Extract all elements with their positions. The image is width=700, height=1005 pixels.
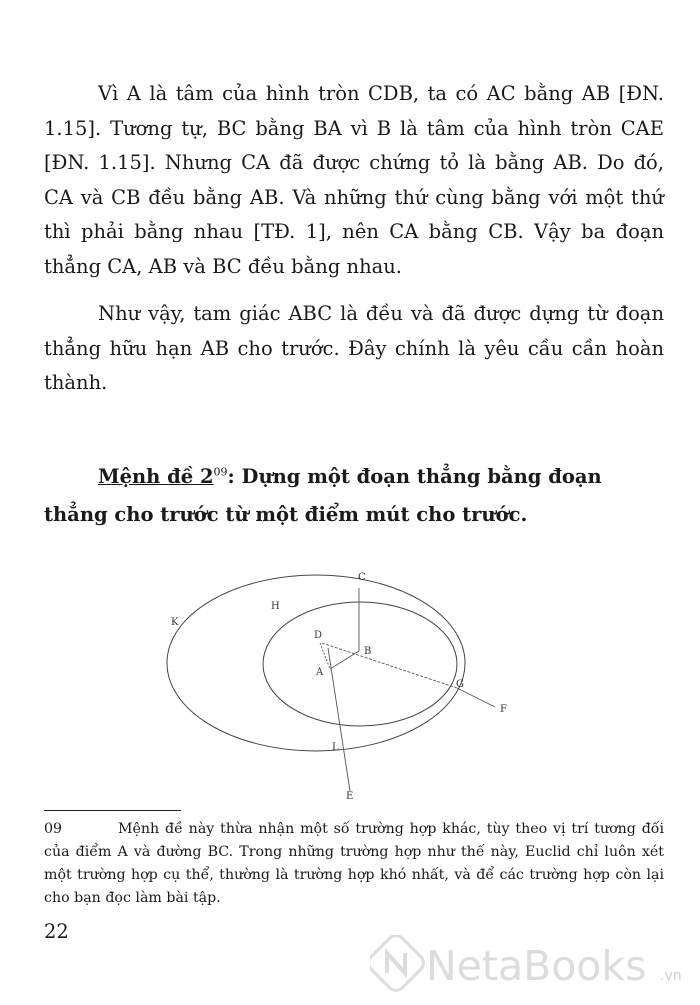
geometry-diagram: [160, 565, 520, 805]
label-d: D: [314, 630, 323, 641]
label-f: F: [500, 704, 507, 715]
netabooks-logo-icon: [370, 935, 427, 994]
proposition-label: Mệnh đề 2: [98, 465, 214, 488]
proposition-statement: : Dựng một đoạn thẳng bằng đoạn thẳng cho trước từ một điểm mút cho trước.: [44, 465, 602, 526]
label-b: B: [364, 646, 372, 657]
label-l: L: [332, 742, 339, 753]
footnote-text: Mệnh đề này thừa nhận một số trường hợp khác, tùy theo vị trí tương đối của điểm A và đường BC. Trong những trường hợp như thế này, Euclid chỉ luôn xét một trường hợp cụ thể, thường là trường hợp khó nhất, và để các trường hợp còn lại cho bạn đọc làm bài tập.: [44, 821, 664, 906]
segment-da: [320, 643, 330, 669]
footnote-divider: [44, 810, 181, 811]
segment-de: [328, 648, 350, 791]
body-paragraph-2: [44, 297, 664, 401]
segment-dg: [322, 643, 457, 688]
page-number: 22: [44, 920, 69, 943]
label-e: E: [346, 791, 354, 802]
segment-gf: [457, 688, 495, 707]
proposition-heading: [44, 458, 669, 534]
paragraph-2-text: Như vậy, tam giác ABC là đều và đã được dựng từ đoạn thẳng hữu hạn AB cho trước. Đây chính là yêu cầu cần hoàn thành.: [44, 302, 664, 394]
label-h: H: [271, 601, 280, 612]
label-k: K: [171, 617, 179, 628]
label-g: G: [456, 679, 464, 690]
body-paragraph-1: [44, 77, 664, 284]
large-circle: [167, 575, 465, 751]
paragraph-1-text: Vì A là tâm của hình tròn CDB, ta có AC bằng AB [ĐN. 1.15]. Tương tự, BC bằng BA vì B là tâm của hình tròn CAE [ĐN. 1.15]. Nhưng CA đã được chứng tỏ là bằng AB. Do đó, CA và CB đều bằng AB. Và những thứ cùng bằng với một thứ thì phải bằng nhau [TĐ. 1], nên CA bằng CB. Vậy ba đoạn thẳng CA, AB và BC đều bằng nhau.: [44, 82, 664, 278]
label-c: C: [358, 572, 366, 583]
watermark-brand: NetaBooks: [426, 942, 647, 990]
small-circle: [263, 602, 457, 726]
label-a: A: [316, 667, 324, 678]
watermark-suffix: .vn: [660, 968, 682, 984]
footnote-number: 09: [44, 821, 63, 837]
footnote: [44, 818, 664, 910]
segment-ab: [330, 651, 359, 669]
watermark-logo: [370, 935, 690, 995]
footnote-ref: 09: [213, 465, 228, 479]
